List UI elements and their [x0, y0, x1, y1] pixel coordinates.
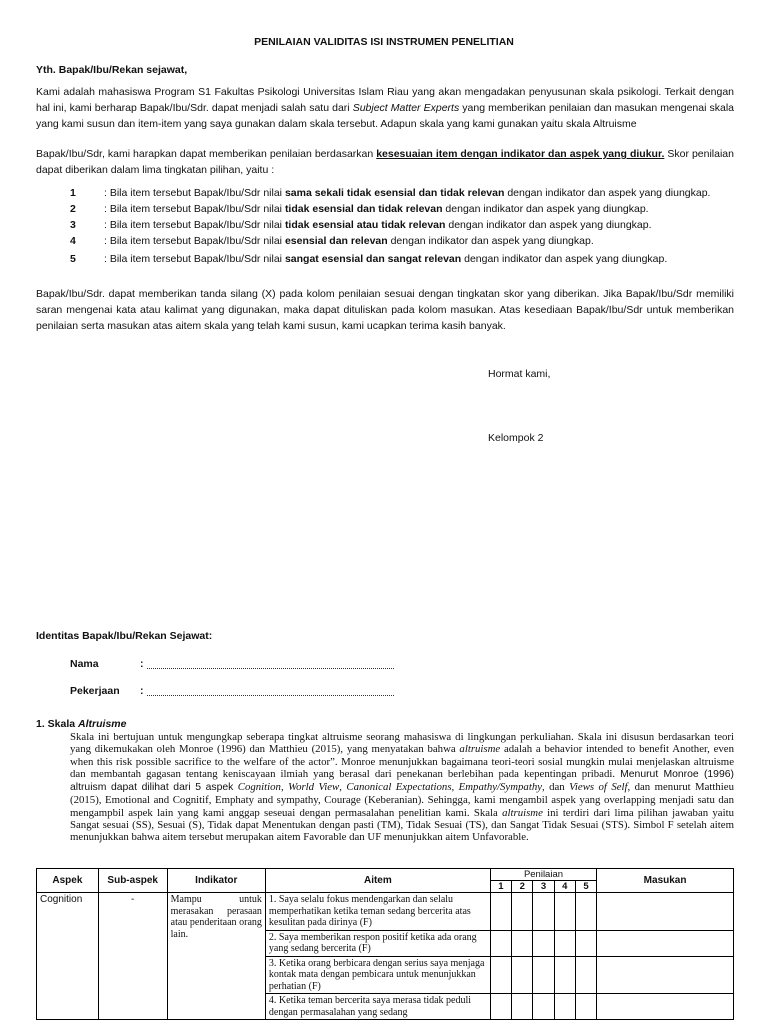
intro-text-1: Kami adalah mahasiswa Program S1 Fakultas Psikologi Universitas Islam Riau yang akan mengadakan penyusunan skala psikologi. Terkait dengan hal ini, kami berharap Bapak/Ibu/Sdr. dapat menjadi salah satu dari [36, 86, 734, 114]
score-cell[interactable] [490, 956, 511, 994]
feedback-cell[interactable] [597, 930, 734, 956]
score-cell[interactable] [533, 893, 554, 931]
score-cell[interactable] [533, 994, 554, 1020]
name-label: Nama [70, 658, 99, 670]
name-colon: : [140, 658, 144, 670]
item-cell: 1. Saya selalu fokus mendengarkan dan selalu memperhatikan ketika teman sedang bercerita atas kesulitan pada dirinya (F) [265, 893, 490, 931]
score-cell[interactable] [533, 956, 554, 994]
occupation-field[interactable] [147, 686, 394, 696]
scale-bold: esensial dan relevan [284, 235, 388, 247]
request-underlined: kesesuaian item dengan indikator dan aspek yang diukur. [376, 148, 665, 160]
desc-italic: Views of Self [569, 781, 628, 794]
header-score-4: 4 [554, 881, 575, 893]
header-penilaian: Penilaian [490, 869, 596, 881]
desc-italic: Cognition [237, 781, 281, 794]
scale-item [36, 253, 736, 269]
signature: Kelompok 2 [488, 432, 544, 444]
desc-text: , [339, 781, 347, 794]
scale-text: dengan indikator dan aspek yang diungkap. [504, 187, 711, 199]
instruction-paragraph: Bapak/Ibu/Sdr. dapat memberikan tanda silang (X) pada kolom penilaian sesuai dengan tingkatan skor yang diberikan. Jika Bapak/Ibu/Sdr memiliki saran mengenai kata atau kalimat yang digunakan, maka dapat dituliskan pada kolom masukan. Atas kesediaan Bapak/Ibu/Sdr untuk memberikan penilaian serta masukan atas aitem skala yang telah kami susun, kami ucapkan terima kasih banyak. [36, 288, 734, 332]
header-indikator: Indikator [167, 869, 265, 893]
intro-text-2: yang memberikan penilaian dan masukan mengenai skala yang kami susun dan item-item yang saya gunakan dalam skala tersebut. Adapun skala yang kami gunakan yaitu skala Altruisme [36, 102, 734, 130]
indicator-cell: Mampu untuk merasakan perasaan atau penderitaan orang lain. [167, 893, 265, 1020]
occupation-label: Pekerjaan [70, 685, 120, 697]
scale-bold: sangat esensial dan sangat relevan [284, 253, 462, 265]
scale-item [36, 187, 736, 203]
feedback-cell[interactable] [597, 956, 734, 994]
request-text-2: Skor penilaian dapat diberikan dalam lima tingkatan pilihan, yaitu : [36, 148, 734, 176]
request-text-1: Bapak/Ibu/Sdr, kami harapkan dapat memberikan penilaian berdasarkan [36, 148, 377, 160]
score-cell[interactable] [554, 893, 575, 931]
scale-bold: tidak esensial atau tidak relevan [284, 219, 446, 231]
item-cell: 3. Ketika orang berbicara dengan serius saya menjaga kontak mata dengan pembicara untuk menunjukkan perhatian (F) [265, 956, 490, 994]
item-cell: 2. Saya memberikan respon positif ketika ada orang yang sedang bercerita (F) [265, 930, 490, 956]
scale-text: dengan indikator dan aspek yang diungkap. [442, 203, 649, 215]
score-cell[interactable] [554, 956, 575, 994]
header-sub-aspek: Sub-aspek [98, 869, 167, 893]
score-cell[interactable] [575, 893, 596, 931]
scale-item [36, 235, 736, 251]
scale-item [36, 219, 736, 235]
header-aitem: Aitem [265, 869, 490, 893]
desc-text: , dan [542, 781, 570, 794]
desc-text: adalah a behavior intended to benefit Another, even when this risk possible sacrifice to the welfare of the actor”. Monroe menunjukkan bagaimana teori-teori sosial mungkin mulai menjelaskan altruisme dan membantah gagasan tentang keniscayaan ilmiah yang berasal dari penekanan berlebihan pada kepentingan pribadi. [70, 743, 734, 780]
greeting: Yth. Bapak/Ibu/Rekan sejawat, [36, 64, 188, 76]
desc-text: , dan menurut Matthieu (2015), Emotional and Cognitif, Emphaty and sympathy, Courage (Keberanian). Sehingga, kami mengambil aspek yang overlapping menjadi satu dan mengampbil aspek lain yang kami anggap seseuai dengan permasalahan penelitian kami. Skala [70, 781, 734, 819]
scale-text: : Bila item tersebut Bapak/Ibu/Sdr nilai [104, 203, 285, 215]
sub-aspect-cell: - [98, 893, 167, 1020]
score-cell[interactable] [575, 994, 596, 1020]
score-cell[interactable] [554, 930, 575, 956]
header-aspek: Aspek [37, 869, 99, 893]
desc-italic: altruisme [459, 743, 501, 756]
scale-number: 4 [70, 235, 76, 247]
desc-text: , [280, 781, 289, 794]
section-name: Altruisme [78, 718, 127, 730]
page-title: PENILAIAN VALIDITAS ISI INSTRUMEN PENELITIAN [254, 36, 514, 48]
feedback-cell[interactable] [597, 893, 734, 931]
desc-italic: Canonical Expectations [346, 781, 452, 794]
scale-text: : Bila item tersebut Bapak/Ibu/Sdr nilai [104, 235, 285, 247]
intro-paragraph [36, 84, 734, 132]
scale-number: 3 [70, 219, 76, 231]
header-score-3: 3 [533, 881, 554, 893]
scale-number: 5 [70, 253, 76, 265]
scale-bold: sama sekali tidak esensial dan tidak relevan [284, 187, 505, 199]
scale-item [36, 203, 736, 219]
score-cell[interactable] [575, 956, 596, 994]
desc-text: Skala ini bertujuan untuk mengungkap seberapa tingkat altruisme seorang mahasiswa di lingkungan perkuliahan. Skala ini disusun berdasarkan teori yang dikemukakan oleh Monroe (1996) dan Matthieu (2015), yang menyatakan bahwa [70, 731, 734, 756]
section-title [36, 718, 126, 730]
aspect-cell: Cognition [37, 893, 99, 1020]
scale-text: : Bila item tersebut Bapak/Ibu/Sdr nilai [104, 187, 285, 199]
scale-text: dengan indikator dan aspek yang diungkap. [461, 253, 668, 265]
scale-bold: tidak esensial dan tidak relevan [284, 203, 443, 215]
closing-text: Hormat kami, [488, 368, 551, 380]
header-score-2: 2 [512, 881, 533, 893]
desc-italic: Empathy/Sympathy [458, 781, 543, 794]
score-cell[interactable] [533, 930, 554, 956]
desc-text: , [451, 781, 459, 794]
desc-text: ini terdiri dari lima pilihan jawaban yaitu Sangat sesuai (SS), Sesuai (S), Tidak dapat Menentukan dengan pasti (TM), Tidak Sesuai (TS), dan Sangat Tidak Sesuai (STS). Simbol F setelah aitem menunjukkan bahwa aitem tersebut merupakan aitem Favorable dan UF menunjukkan aitem Unfavorable. [70, 806, 734, 844]
scale-number: 2 [70, 203, 76, 215]
score-cell[interactable] [490, 893, 511, 931]
intro-italic: Subject Matter Experts [352, 102, 460, 114]
header-score-1: 1 [490, 881, 511, 893]
scale-text: dengan indikator dan aspek yang diungkap. [387, 235, 594, 247]
section-description [70, 731, 734, 844]
item-cell: 4. Ketika teman bercerita saya merasa tidak peduli dengan permasalahan yang sedang [265, 994, 490, 1020]
score-cell[interactable] [512, 994, 533, 1020]
desc-italic: World View [288, 781, 340, 794]
name-field[interactable] [147, 659, 394, 669]
identity-title: Identitas Bapak/Ibu/Rekan Sejawat: [36, 630, 213, 642]
score-cell[interactable] [490, 994, 511, 1020]
table-row [37, 893, 734, 931]
header-score-5: 5 [575, 881, 596, 893]
scale-text: : Bila item tersebut Bapak/Ibu/Sdr nilai [104, 219, 285, 231]
assessment-table [36, 868, 734, 1020]
score-cell[interactable] [554, 994, 575, 1020]
section-number: 1. Skala [36, 718, 79, 730]
scale-text: dengan indikator dan aspek yang diungkap. [445, 219, 652, 231]
score-cell[interactable] [512, 930, 533, 956]
desc-italic: altruisme [502, 806, 543, 819]
score-cell[interactable] [575, 930, 596, 956]
occupation-colon: : [140, 685, 144, 697]
scale-text: : Bila item tersebut Bapak/Ibu/Sdr nilai [104, 253, 285, 265]
desc-sans-text: Menurut Monroe (1996) altruism dapat dilihat dari 5 aspek [70, 768, 734, 794]
request-paragraph [36, 146, 734, 178]
score-cell[interactable] [512, 956, 533, 994]
feedback-cell[interactable] [597, 994, 734, 1020]
score-cell[interactable] [490, 930, 511, 956]
table-header-row [37, 869, 734, 881]
header-masukan: Masukan [597, 869, 734, 893]
scale-number: 1 [70, 187, 76, 199]
score-cell[interactable] [512, 893, 533, 931]
